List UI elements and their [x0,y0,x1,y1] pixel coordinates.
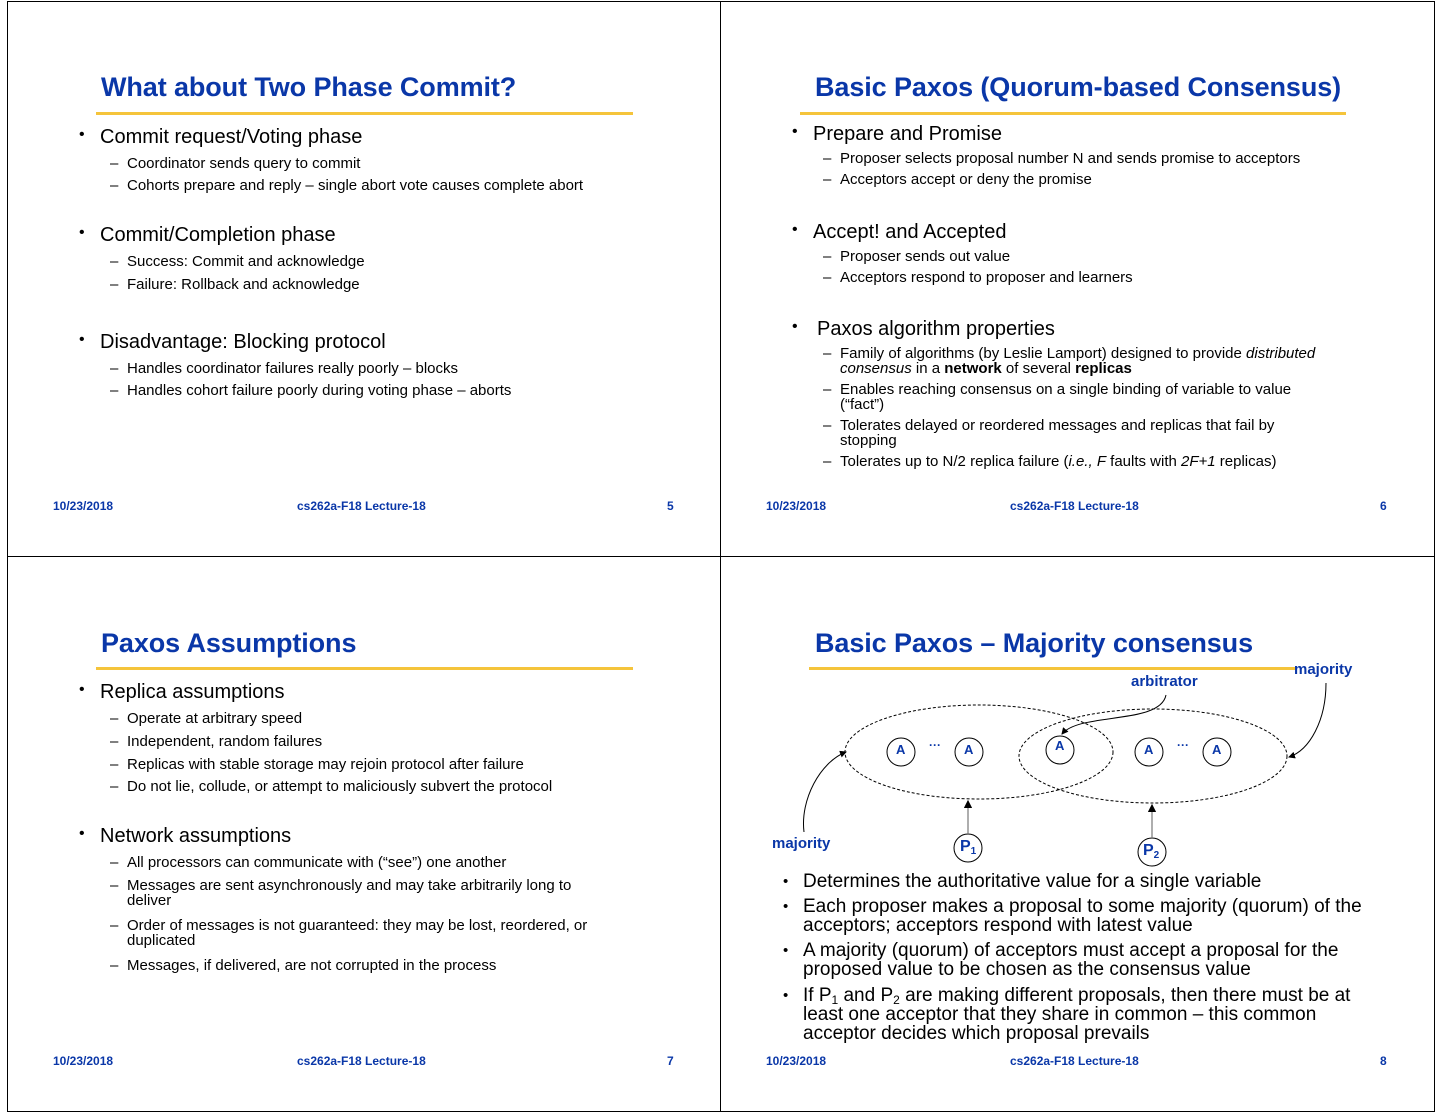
bullet: • Each proposer makes a proposal to some majority (quorum) of the acceptors; acceptors respond with latest value [783,896,1362,936]
bullet-dot-icon: • [783,987,789,1004]
dash-icon: – [110,877,119,894]
acceptor-node: A [964,742,974,757]
sub-bullet: – Handles cohort failure poorly during voting phase – aborts [110,382,512,399]
dash-icon: – [110,155,119,172]
dash-icon: – [823,381,832,398]
dash-icon: – [110,382,119,399]
majority-label-right: majority [1294,661,1353,678]
footer-date: 10/23/2018 [766,1054,827,1068]
dash-icon: – [110,253,119,270]
bullet: • A majority (quorum) of acceptors must accept a proposal for the proposed value to be chosen as the consensus value [783,940,1339,980]
slide-title: Paxos Assumptions [101,628,357,658]
sub-bullet: – Messages, if delivered, are not corrupted in the process [110,957,497,974]
majority-consensus-diagram [760,660,1380,880]
sub-bullet: – Tolerates delayed or reordered messages and replicas that fail by stopping [823,417,1275,449]
footer-page-number: 7 [667,1054,674,1068]
bullet-dot-icon: • [79,224,85,241]
sub-bullet: – Family of algorithms (by Leslie Lamport) designed to provide distributed consensus in a network of several replicas [823,345,1316,377]
sub-bullet: – All processors can communicate with (“see”) one another [110,854,507,871]
bullet: • Prepare and Promise [792,123,1002,145]
sub-bullet: – Independent, random failures [110,733,323,750]
dash-icon: – [110,778,119,795]
bullet: • If $P_1$ and $P_2$ are making different proposals, then there must be at least one acceptor that they share in common – this common acceptor decides which proposal prevails [783,985,1351,1044]
acceptor-node: A [896,742,906,757]
sub-bullet: – Tolerates up to N/2 replica failure (i.e., F faults with 2F+1 replicas) [823,453,1277,470]
acceptor-node: A [1212,742,1222,757]
dash-icon: – [823,171,832,188]
bullet-dot-icon: • [79,681,85,698]
bullet: • Network assumptions [79,825,292,847]
dash-icon: – [823,345,832,362]
dash-icon: – [110,756,119,773]
bullet: • Disadvantage: Blocking protocol [79,331,386,353]
dash-icon: – [823,417,832,434]
sub-bullet: – Order of messages is not guaranteed: they may be lost, reordered, or duplicated [110,917,588,949]
bullet-dot-icon: • [783,942,789,959]
sub-bullet: – Enables reaching consensus on a single binding of variable to value (“fact”) [823,381,1292,413]
proposer-2-node: $P_2$ [1143,842,1160,861]
bullet: • Determines the authoritative value for a single variable [783,871,1262,892]
bullet-dot-icon: • [79,825,85,842]
sub-bullet: – Do not lie, collude, or attempt to maliciously subvert the protocol [110,778,553,795]
dash-icon: – [110,917,119,934]
dash-icon: – [110,177,119,194]
bullet: • Replica assumptions [79,681,285,703]
bullet: • Accept! and Accepted [792,221,1007,243]
dash-icon: – [110,276,119,293]
bullet: • Paxos algorithm properties [792,318,1055,340]
footer-course: cs262a-F18 Lecture-18 [1010,499,1139,513]
footer-course: cs262a-F18 Lecture-18 [297,499,426,513]
dash-icon: – [110,854,119,871]
dash-icon: – [110,957,119,974]
slide-title: What about Two Phase Commit? [101,72,517,102]
dash-icon: – [823,269,832,286]
sub-bullet: – Success: Commit and acknowledge [110,253,365,270]
sub-bullet: – Cohorts prepare and reply – single abort vote causes complete abort [110,177,584,194]
sub-bullet: – Acceptors respond to proposer and learners [823,269,1133,286]
sub-bullet: – Failure: Rollback and acknowledge [110,276,360,293]
sub-bullet: – Proposer selects proposal number N and sends promise to acceptors [823,150,1301,167]
bullet-dot-icon: • [792,123,798,140]
slide-title: Basic Paxos – Majority consensus [815,628,1253,658]
footer-course: cs262a-F18 Lecture-18 [1010,1054,1139,1068]
dash-icon: – [110,733,119,750]
footer-date: 10/23/2018 [53,1054,114,1068]
sub-bullet: – Proposer sends out value [823,248,1011,265]
footer-page-number: 8 [1380,1054,1387,1068]
dash-icon: – [110,710,119,727]
sub-bullet: – Messages are sent asynchronously and may take arbitrarily long to deliver [110,877,572,909]
sub-bullet: – Replicas with stable storage may rejoin protocol after failure [110,756,524,773]
ellipsis-icon: ··· [929,738,941,752]
footer-page-number: 6 [1380,499,1387,513]
dash-icon: – [823,248,832,265]
footer-course: cs262a-F18 Lecture-18 [297,1054,426,1068]
bullet-dot-icon: • [79,126,85,143]
majority-label-left: majority [772,835,831,852]
bullet: • Commit/Completion phase [79,224,336,246]
proposer-1-node: $P_1$ [960,838,977,857]
ellipsis-icon: ··· [1177,738,1189,752]
bullet-dot-icon: • [783,873,789,890]
dash-icon: – [110,360,119,377]
footer-page-number: 5 [667,499,674,513]
footer-date: 10/23/2018 [766,499,827,513]
dash-icon: – [823,150,832,167]
arbitrator-label: arbitrator [1131,673,1198,690]
bullet-dot-icon: • [792,318,798,335]
sub-bullet: – Coordinator sends query to commit [110,155,361,172]
footer-date: 10/23/2018 [53,499,114,513]
acceptor-node-arbitrator: A [1055,738,1065,753]
bullet-dot-icon: • [792,221,798,238]
dash-icon: – [823,453,832,470]
acceptor-node: A [1144,742,1154,757]
bullet-dot-icon: • [783,898,789,915]
bullet-dot-icon: • [79,331,85,348]
bullet: • Commit request/Voting phase [79,126,363,148]
slide-title: Basic Paxos (Quorum-based Consensus) [815,72,1342,102]
sub-bullet: – Operate at arbitrary speed [110,710,303,727]
sub-bullet: – Handles coordinator failures really poorly – blocks [110,360,458,377]
sub-bullet: – Acceptors accept or deny the promise [823,171,1092,188]
